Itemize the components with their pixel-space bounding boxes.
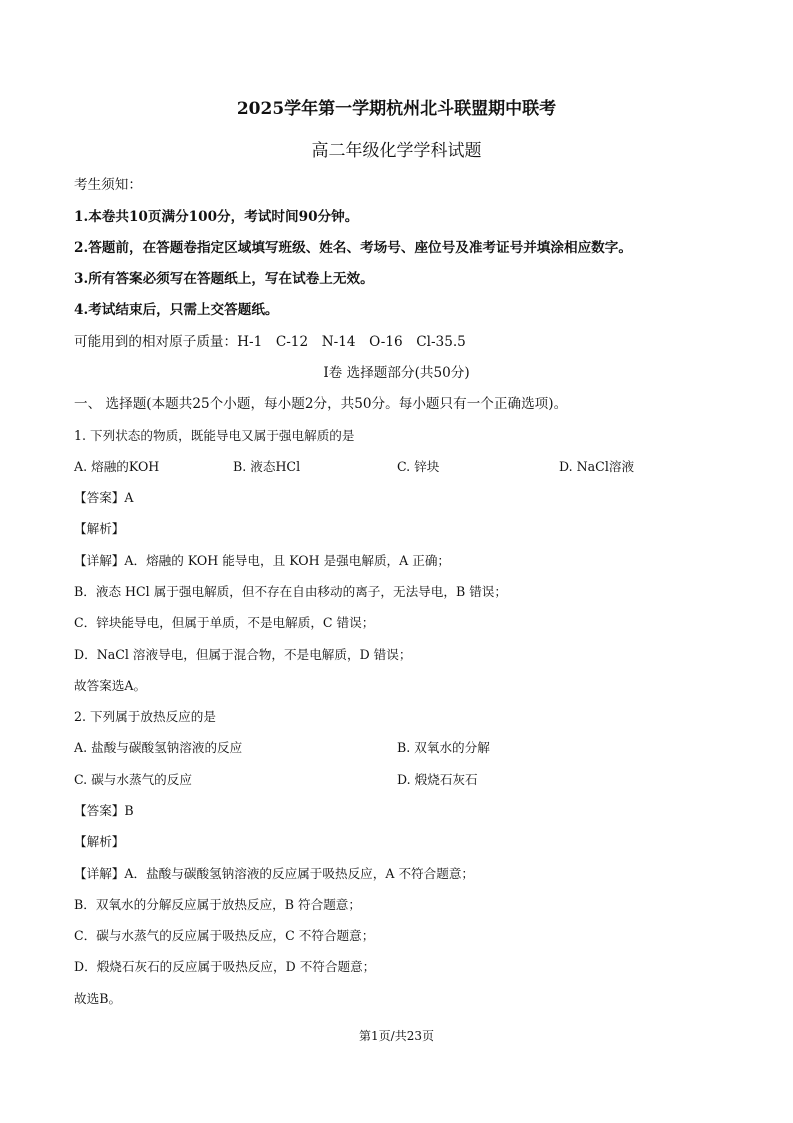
question-2-analysis-label: 【解析】: [74, 834, 125, 849]
question-1-conclusion: 故答案选A。: [74, 678, 147, 693]
question-1-option-c: C. 锌块: [397, 459, 440, 474]
question-2-detail-4: D．煅烧石灰石的反应属于吸热反应，D 不符合题意；: [74, 959, 376, 974]
question-1-analysis-label: 【解析】: [74, 521, 125, 536]
notice-item-3: 3.所有答案必须写在答题纸上，写在试卷上无效。: [74, 271, 374, 287]
notice-item-1: 1.本卷共10页满分100分，考试时间90分钟。: [74, 209, 359, 225]
notice-heading: 考生须知：: [74, 177, 142, 193]
question-1-detail-4: D．NaCl 溶液导电，但属于混合物，不是电解质，D 错误；: [74, 647, 412, 662]
notice-item-2: 2.答题前，在答题卷指定区域填写班级、姓名、考场号、座位号及准考证号并填涂相应数字。: [74, 240, 632, 256]
question-1-option-d: D. NaCl溶液: [559, 459, 635, 474]
section-instruction: 一、 选择题(本题共25个小题，每小题2分，共50分。每小题只有一个正确选项)。: [74, 396, 568, 412]
question-1-detail-1: 【详解】A．熔融的 KOH 能导电，且 KOH 是强电解质，A 正确；: [74, 553, 451, 568]
exam-title: 2025学年第一学期杭州北斗联盟期中联考: [236, 99, 557, 119]
question-2-answer: 【答案】B: [74, 803, 134, 818]
atomic-masses: 可能用到的相对原子质量：H-1 C-12 N-14 O-16 Cl-35.5: [74, 334, 466, 350]
question-1-option-a: A. 熔融的KOH: [74, 459, 160, 474]
question-2-option-b: B. 双氧水的分解: [397, 740, 490, 755]
exam-subtitle: 高二年级化学学科试题: [311, 141, 482, 161]
question-1-detail-3: C．锌块能导电，但属于单质，不是电解质，C 错误；: [74, 615, 375, 630]
question-2-stem: 2. 下列属于放热反应的是: [74, 709, 216, 724]
question-2-detail-2: B．双氧水的分解反应属于放热反应，B 符合题意；: [74, 897, 361, 912]
question-1-detail-2: B．液态 HCl 属于强电解质，但不存在自由移动的离子，无法导电，B 错误；: [74, 584, 507, 599]
question-2-conclusion: 故选B。: [74, 991, 122, 1006]
notice-item-4: 4.考试结束后，只需上交答题纸。: [74, 302, 279, 318]
question-1-option-b: B. 液态HCl: [233, 459, 301, 474]
question-2-option-d: D. 煅烧石灰石: [397, 772, 478, 787]
question-1-stem: 1. 下列状态的物质，既能导电又属于强电解质的是: [74, 428, 355, 443]
question-1-answer: 【答案】A: [74, 490, 134, 505]
question-2-option-a: A. 盐酸与碳酸氢钠溶液的反应: [74, 740, 243, 755]
part-title: Ⅰ卷 选择题部分(共50分): [323, 365, 470, 381]
question-2-detail-3: C．碳与水蒸气的反应属于吸热反应，C 不符合题意；: [74, 928, 375, 943]
question-2-detail-1: 【详解】A．盐酸与碳酸氢钠溶液的反应属于吸热反应，A 不符合题意；: [74, 866, 475, 881]
question-2-option-c: C. 碳与水蒸气的反应: [74, 772, 192, 787]
page-number: 第1页/共23页: [359, 1029, 434, 1043]
